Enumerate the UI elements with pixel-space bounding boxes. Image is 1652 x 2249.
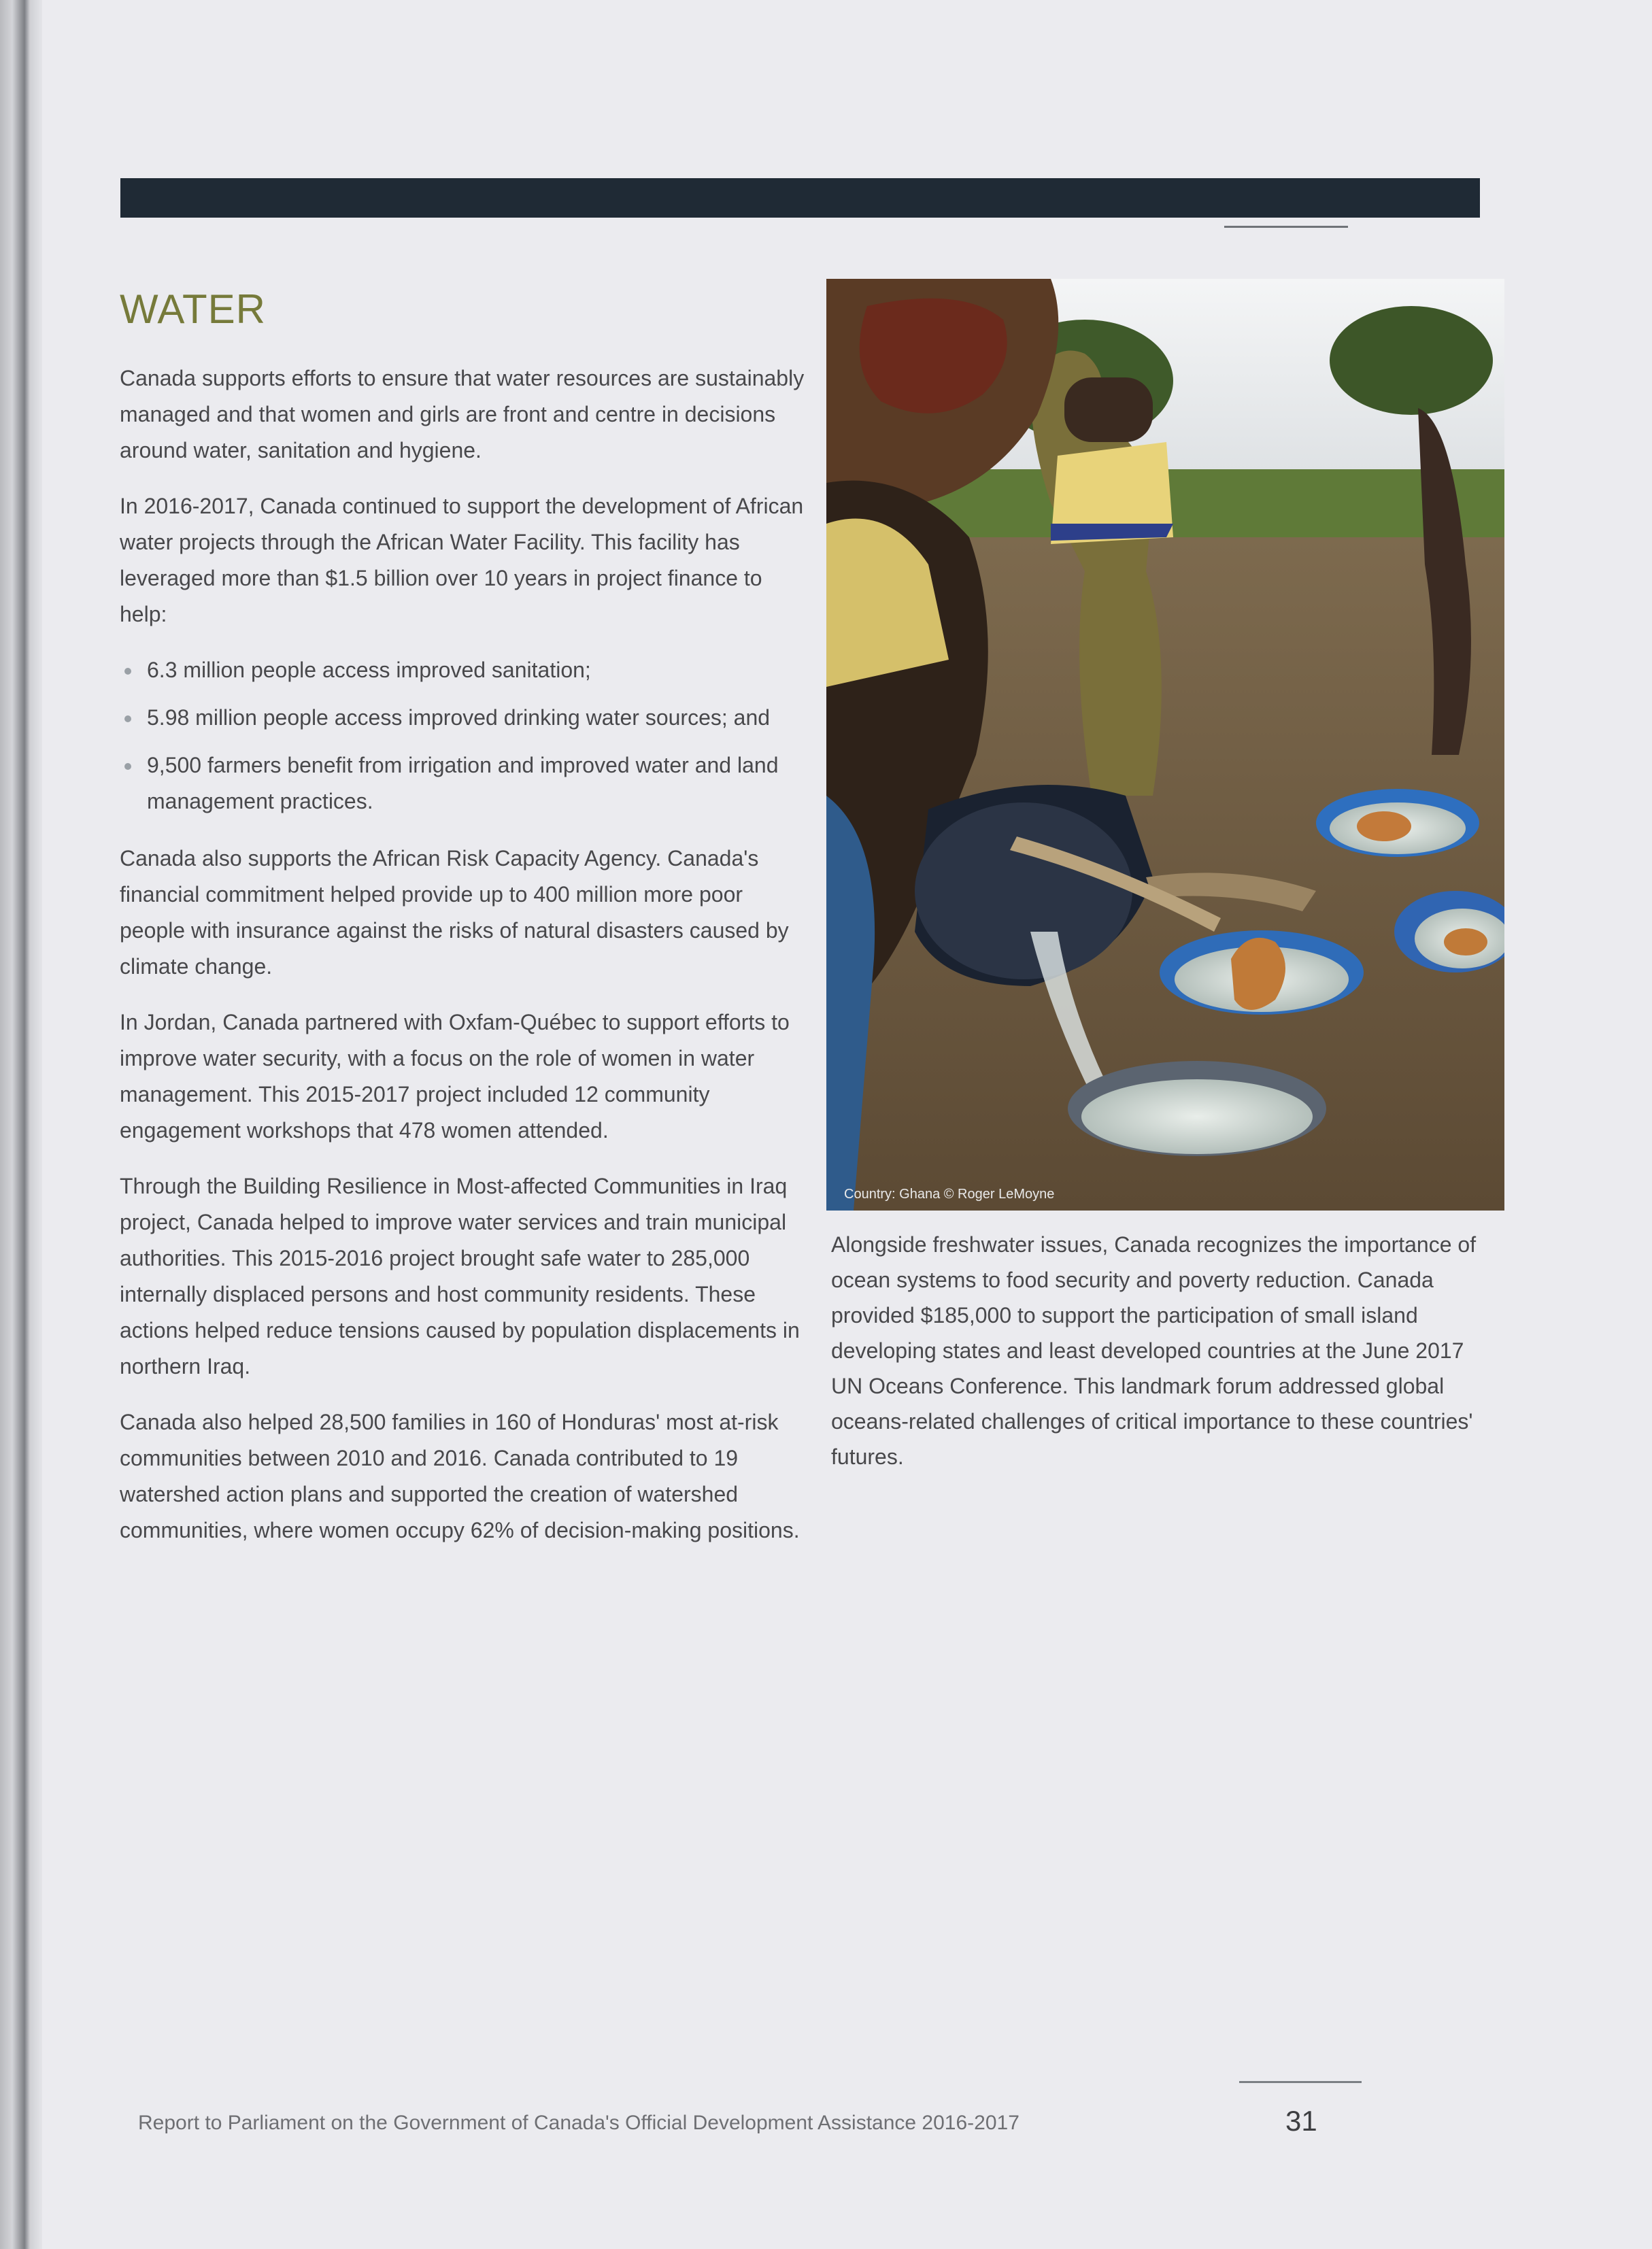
paragraph: In Jordan, Canada partnered with Oxfam-Québec to support efforts to improve water security, with a focus on the role of women in water management. This 2015-2017 project included 12 community engagement workshops that 478 women attended. <box>120 1010 790 1143</box>
bullet-text: 9,500 farmers benefit from irrigation and improved water and land management practices. <box>147 753 779 813</box>
bullet-item <box>120 747 807 819</box>
bullet-list <box>120 652 807 819</box>
right-column <box>831 1227 1487 1474</box>
left-column <box>120 360 807 1568</box>
paragraph: Alongside freshwater issues, Canada recognizes the importance of ocean systems to food security and poverty reduction. Canada provided $185,000 to support the participation of small island developing states and least developed countries at the June 2017 UN Oceans Conference. This landmark forum addressed global oceans-related challenges of critical importance to these countries' futures. <box>831 1232 1477 1469</box>
section-title: WATER <box>120 286 266 332</box>
footer-rule <box>1239 2081 1362 2083</box>
bullet-item <box>120 652 807 688</box>
footer-report-title: Report to Parliament on the Government of Canada's Official Development Assistance 2016-2017 <box>138 2112 1019 2134</box>
photo-credit: Country: Ghana © Roger LeMoyne <box>844 1187 1055 1202</box>
header-rule <box>1224 226 1348 228</box>
paragraph: Canada supports efforts to ensure that water resources are sustainably managed and that women and girls are front and centre in decisions around water, sanitation and hygiene. <box>120 366 805 462</box>
bullet-icon <box>124 668 131 675</box>
page-number: 31 <box>1285 2105 1317 2137</box>
paragraph: Canada also supports the African Risk Capacity Agency. Canada's financial commitment helped provide up to 400 million more poor people with insurance against the risks of natural disasters caused by climate change. <box>120 846 789 979</box>
bullet-text: 5.98 million people access improved drinking water sources; and <box>147 705 771 730</box>
bullet-text: 6.3 million people access improved sanitation; <box>147 658 591 682</box>
bullet-icon <box>124 715 131 722</box>
photo-illustration <box>826 279 1504 1211</box>
bullet-item <box>120 700 807 736</box>
paragraph: Canada also helped 28,500 families in 160 of Honduras' most at-risk communities between 2010 and 2016. Canada contributed to 19 watershed action plans and supported the creation of watershed communities, where women occupy 62% of decision-making positions. <box>120 1410 800 1542</box>
header-bar <box>120 178 1480 218</box>
paragraph: In 2016-2017, Canada continued to support the development of African water projects through the African Water Facility. This facility has leveraged more than $1.5 billion over 10 years in project finance to help: <box>120 494 804 626</box>
photo-women-water-buckets <box>826 279 1504 1211</box>
bullet-icon <box>124 763 131 770</box>
paragraph: Through the Building Resilience in Most-affected Communities in Iraq project, Canada helped to improve water services and train municipal authorities. This 2015-2016 project brought safe water to 285,000 internally displaced persons and host community residents. These actions helped reduce tensions caused by population displacements in northern Iraq. <box>120 1174 800 1379</box>
book-binding-shadow <box>0 0 42 2249</box>
